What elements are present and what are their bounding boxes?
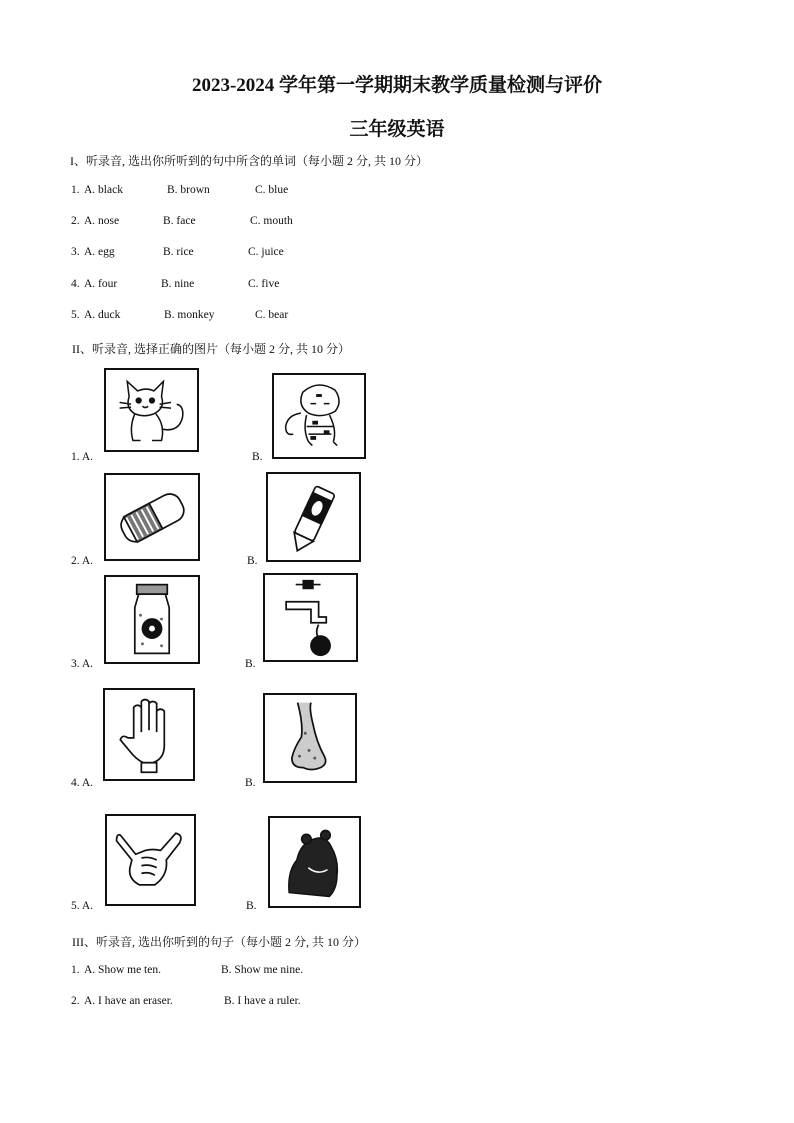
six-hand-sign-picture[interactable]	[105, 814, 196, 906]
s3-q2-option-a: A. I have an eraser.	[84, 995, 173, 1007]
s2-q2-label-a: 2. A.	[71, 555, 94, 567]
s1-q3-option-b: B. rice	[163, 246, 194, 258]
s2-q2-label-b: B.	[247, 555, 258, 567]
s1-q5-number: 5.	[71, 309, 80, 321]
s1-q3-number: 3.	[71, 246, 80, 258]
s1-q5-option-b: B. monkey	[164, 309, 215, 321]
s1-q1-number: 1.	[71, 184, 80, 196]
s2-q1-label-b: B.	[252, 451, 263, 463]
nose-icon	[265, 695, 355, 781]
bear-picture[interactable]	[268, 816, 361, 908]
hand-icon	[105, 690, 193, 779]
s1-q2-option-c: C. mouth	[250, 215, 293, 227]
tiger-icon	[274, 375, 364, 457]
page-title: 2023-2024 学年第一学期期末教学质量检测与评价	[191, 75, 603, 96]
s2-q5-label-a: 5. A.	[71, 900, 94, 912]
s3-q1-number: 1.	[71, 964, 80, 976]
s2-q5-label-b: B.	[246, 900, 257, 912]
s1-q2-option-a: A. nose	[84, 215, 120, 227]
s3-q1-option-b: B. Show me nine.	[221, 964, 304, 976]
s1-q2-option-b: B. face	[163, 215, 196, 227]
cat-picture[interactable]	[104, 368, 199, 452]
section-2-heading: II、听录音, 选择正确的图片（每小题 2 分, 共 10 分）	[72, 342, 350, 356]
s3-q1-option-a: A. Show me ten.	[84, 964, 161, 976]
s2-q3-label-b: B.	[245, 658, 256, 670]
s1-q5-option-a: A. duck	[84, 309, 121, 321]
section-1-heading: I、听录音, 选出你所听到的句中所含的单词（每小题 2 分, 共 10 分）	[70, 154, 428, 168]
s1-q1-option-b: B. brown	[167, 184, 210, 196]
s1-q1-option-a: A. black	[84, 184, 123, 196]
tap-water-icon	[265, 575, 356, 660]
page-subtitle: 三年级英语	[349, 119, 445, 140]
s1-q4-option-b: B. nine	[161, 278, 195, 290]
tap-water-picture[interactable]	[263, 573, 358, 662]
eraser-picture[interactable]	[104, 473, 200, 561]
milk-bottle-picture[interactable]	[104, 575, 200, 664]
s2-q4-label-b: B.	[245, 777, 256, 789]
bear-icon	[270, 818, 359, 906]
s1-q1-option-c: C. blue	[255, 184, 289, 196]
s3-q2-option-b: B. I have a ruler.	[224, 995, 301, 1007]
s1-q4-option-a: A. four	[84, 278, 118, 290]
s1-q4-number: 4.	[71, 278, 80, 290]
six-hand-sign-icon	[107, 816, 194, 904]
cat-icon	[106, 370, 197, 450]
s2-q3-label-a: 3. A.	[71, 658, 94, 670]
s1-q3-option-a: A. egg	[84, 246, 115, 258]
milk-bottle-icon	[106, 577, 198, 662]
s1-q4-option-c: C. five	[248, 278, 280, 290]
s3-q2-number: 2.	[71, 995, 80, 1007]
s1-q3-option-c: C. juice	[248, 246, 284, 258]
nose-picture[interactable]	[263, 693, 357, 783]
tiger-picture[interactable]	[272, 373, 366, 459]
section-3-heading: III、听录音, 选出你听到的句子（每小题 2 分, 共 10 分）	[72, 935, 366, 949]
s2-q1-label-a: 1. A.	[71, 451, 94, 463]
hand-picture[interactable]	[103, 688, 195, 781]
eraser-icon	[106, 475, 198, 559]
crayon-picture[interactable]	[266, 472, 361, 562]
s1-q2-number: 2.	[71, 215, 80, 227]
crayon-icon	[268, 474, 359, 560]
s2-q4-label-a: 4. A.	[71, 777, 94, 789]
s1-q5-option-c: C. bear	[255, 309, 289, 321]
